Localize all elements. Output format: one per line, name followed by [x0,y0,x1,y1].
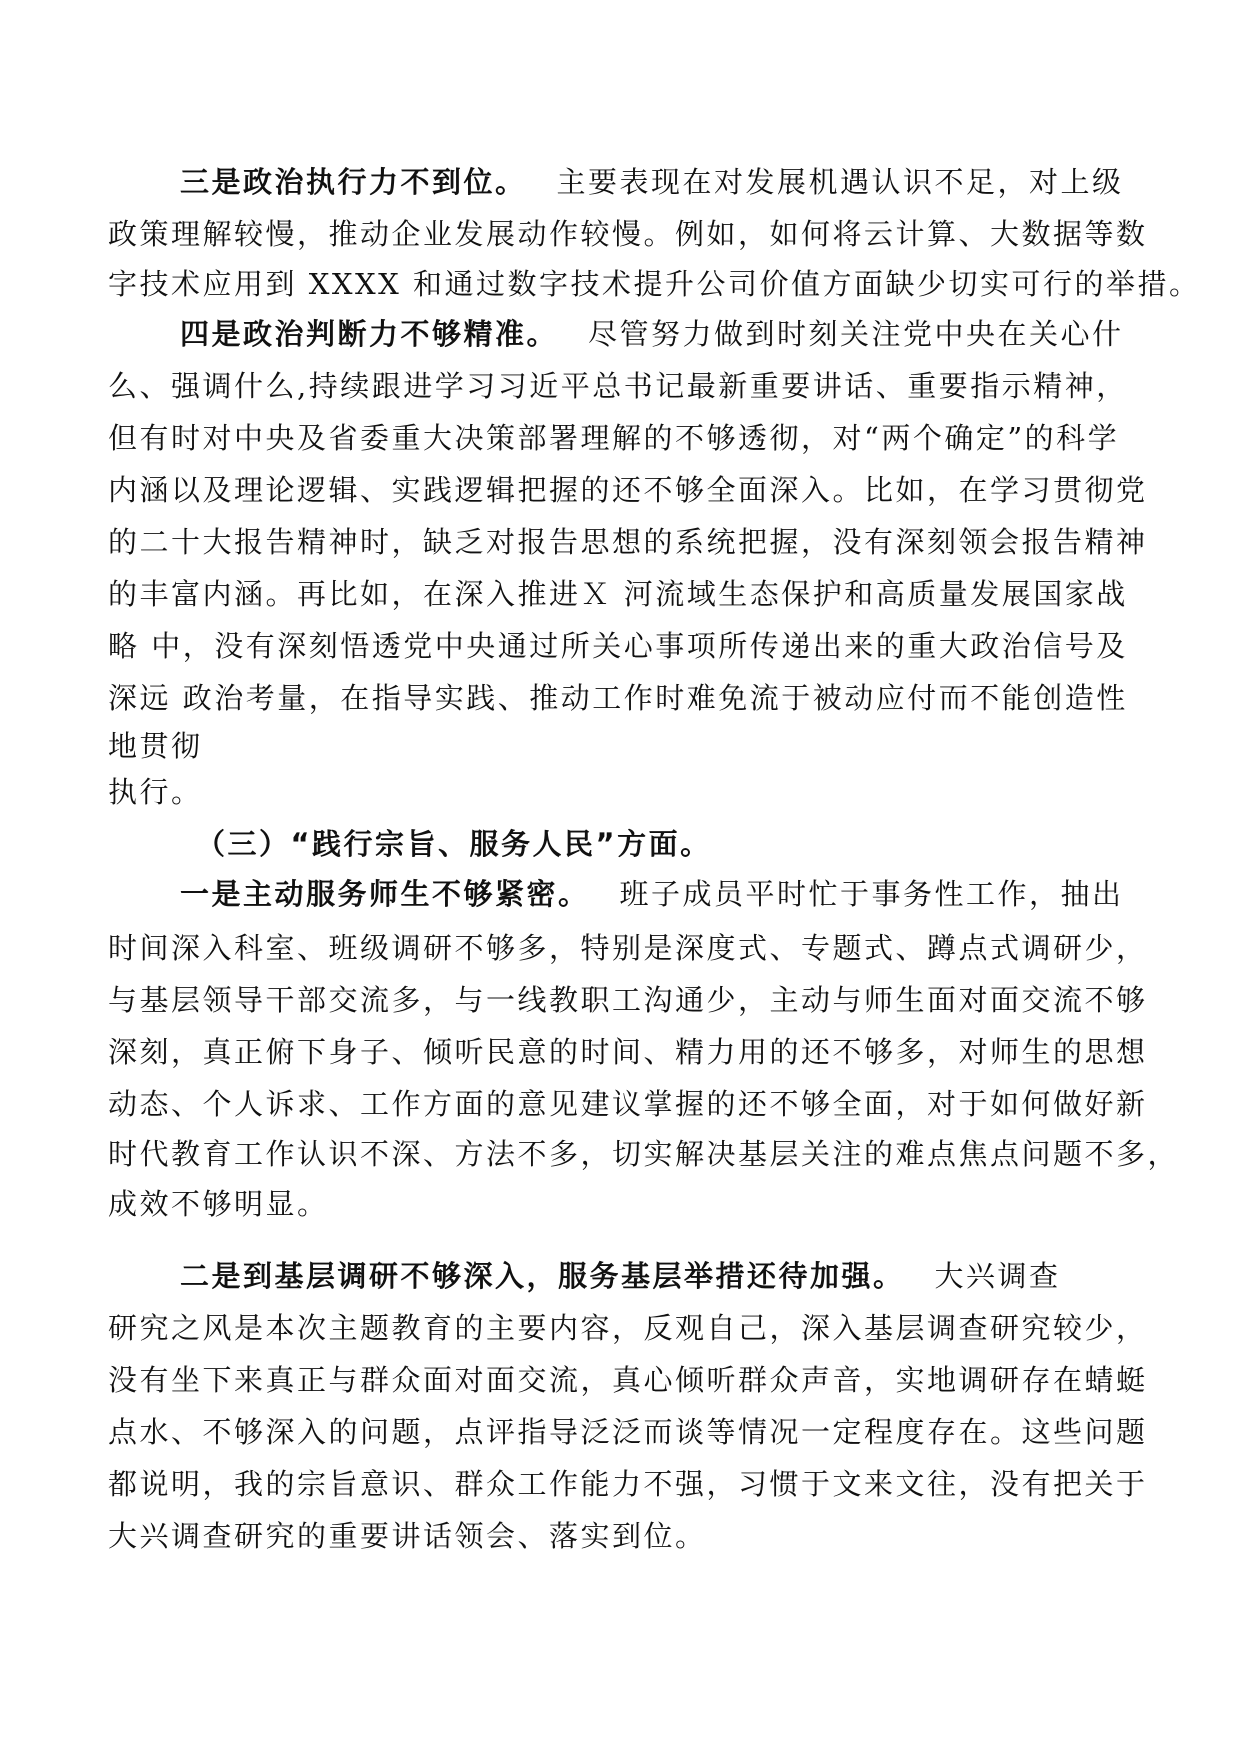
paragraph-text: 主要表现在对发展机遇认识不足，对上级 [556,165,1124,199]
paragraph-line: 字技术应用到 XXXX 和通过数字技术提升公司价值方面缺少切实可行的举措。 [108,267,1201,301]
paragraph-line: 地贯彻 [108,729,203,763]
paragraph-line: 么、强调什么,持续跟进学习习近平总书记最新重要讲话、重要指示精神， [108,369,1128,403]
paragraph-text: 班子成员平时忙于事务性工作，抽出 [619,877,1124,911]
paragraph-first-line [180,1258,1140,1294]
paragraph-line: 政策理解较慢，推动企业发展动作较慢。例如，如何将云计算、大数据等数 [108,217,1148,251]
paragraph-text: 大兴调查 [934,1259,1061,1293]
section-title: （三）“践行宗旨、服务人民”方面。 [196,827,712,861]
paragraph-line: 点水、不够深入的问题，点评指导泛泛而谈等情况一定程度存在。这些问题 [108,1415,1148,1449]
paragraph-line: 与基层领导干部交流多，与一线教职工沟通少，主动与师生面对面交流不够 [108,983,1148,1017]
paragraph-line: 动态、个人诉求、工作方面的意见建议掌握的还不够全面，对于如何做好新 [108,1087,1148,1121]
paragraph-line: 内涵以及理论逻辑、实践逻辑把握的还不够全面深入。比如，在学习贯彻党 [108,473,1148,507]
paragraph-heading: 四是政治判断力不够精准。 [180,317,559,351]
paragraph-heading: 一是主动服务师生不够紧密。 [180,877,590,911]
paragraph-first-line [180,316,1140,352]
paragraph-heading: 二是到基层调研不够深入，服务基层举措还待加强。 [180,1259,905,1293]
paragraph-first-line [180,164,1140,200]
paragraph-line: 研究之风是本次主题教育的主要内容，反观自己，深入基层调查研究较少， [108,1311,1148,1345]
paragraph-line: 略 中，没有深刻悟透党中央通过所关心事项所传递出来的重大政治信号及 [108,629,1128,663]
paragraph-line: 成效不够明显。 [108,1187,329,1221]
paragraph-heading: 三是政治执行力不到位。 [180,165,527,199]
paragraph-line: 深远 政治考量，在指导实践、推动工作时难免流于被动应付而不能创造性 [108,681,1128,715]
paragraph-line: 的丰富内涵。再比如，在深入推进Ｘ 河流域生态保护和高质量发展国家战 [108,577,1128,611]
paragraph-text: 尽管努力做到时刻关注党中央在关心什 [588,317,1124,351]
paragraph-line: 深刻，真正俯下身子、倾听民意的时间、精力用的还不够多，对师生的思想 [108,1035,1148,1069]
paragraph-line: 时代教育工作认识不深、方法不多，切实解决基层关注的难点焦点问题不多， [108,1137,1180,1171]
paragraph-line: 没有坐下来真正与群众面对面交流，真心倾听群众声音，实地调研存在蜻蜓 [108,1363,1148,1397]
paragraph-line: 执行。 [108,775,203,809]
paragraph-first-line [180,876,1140,912]
paragraph-line: 但有时对中央及省委重大决策部署理解的不够透彻，对“两个确定”的科学 [108,421,1120,455]
paragraph-line: 时间深入科室、班级调研不够多，特别是深度式、专题式、蹲点式调研少， [108,931,1148,965]
paragraph-line: 都说明，我的宗旨意识、群众工作能力不强，习惯于文来文往，没有把关于 [108,1467,1148,1501]
paragraph-line: 大兴调查研究的重要讲话领会、落实到位。 [108,1519,707,1553]
paragraph-line: 的二十大报告精神时，缺乏对报告思想的系统把握，没有深刻领会报告精神 [108,525,1148,559]
